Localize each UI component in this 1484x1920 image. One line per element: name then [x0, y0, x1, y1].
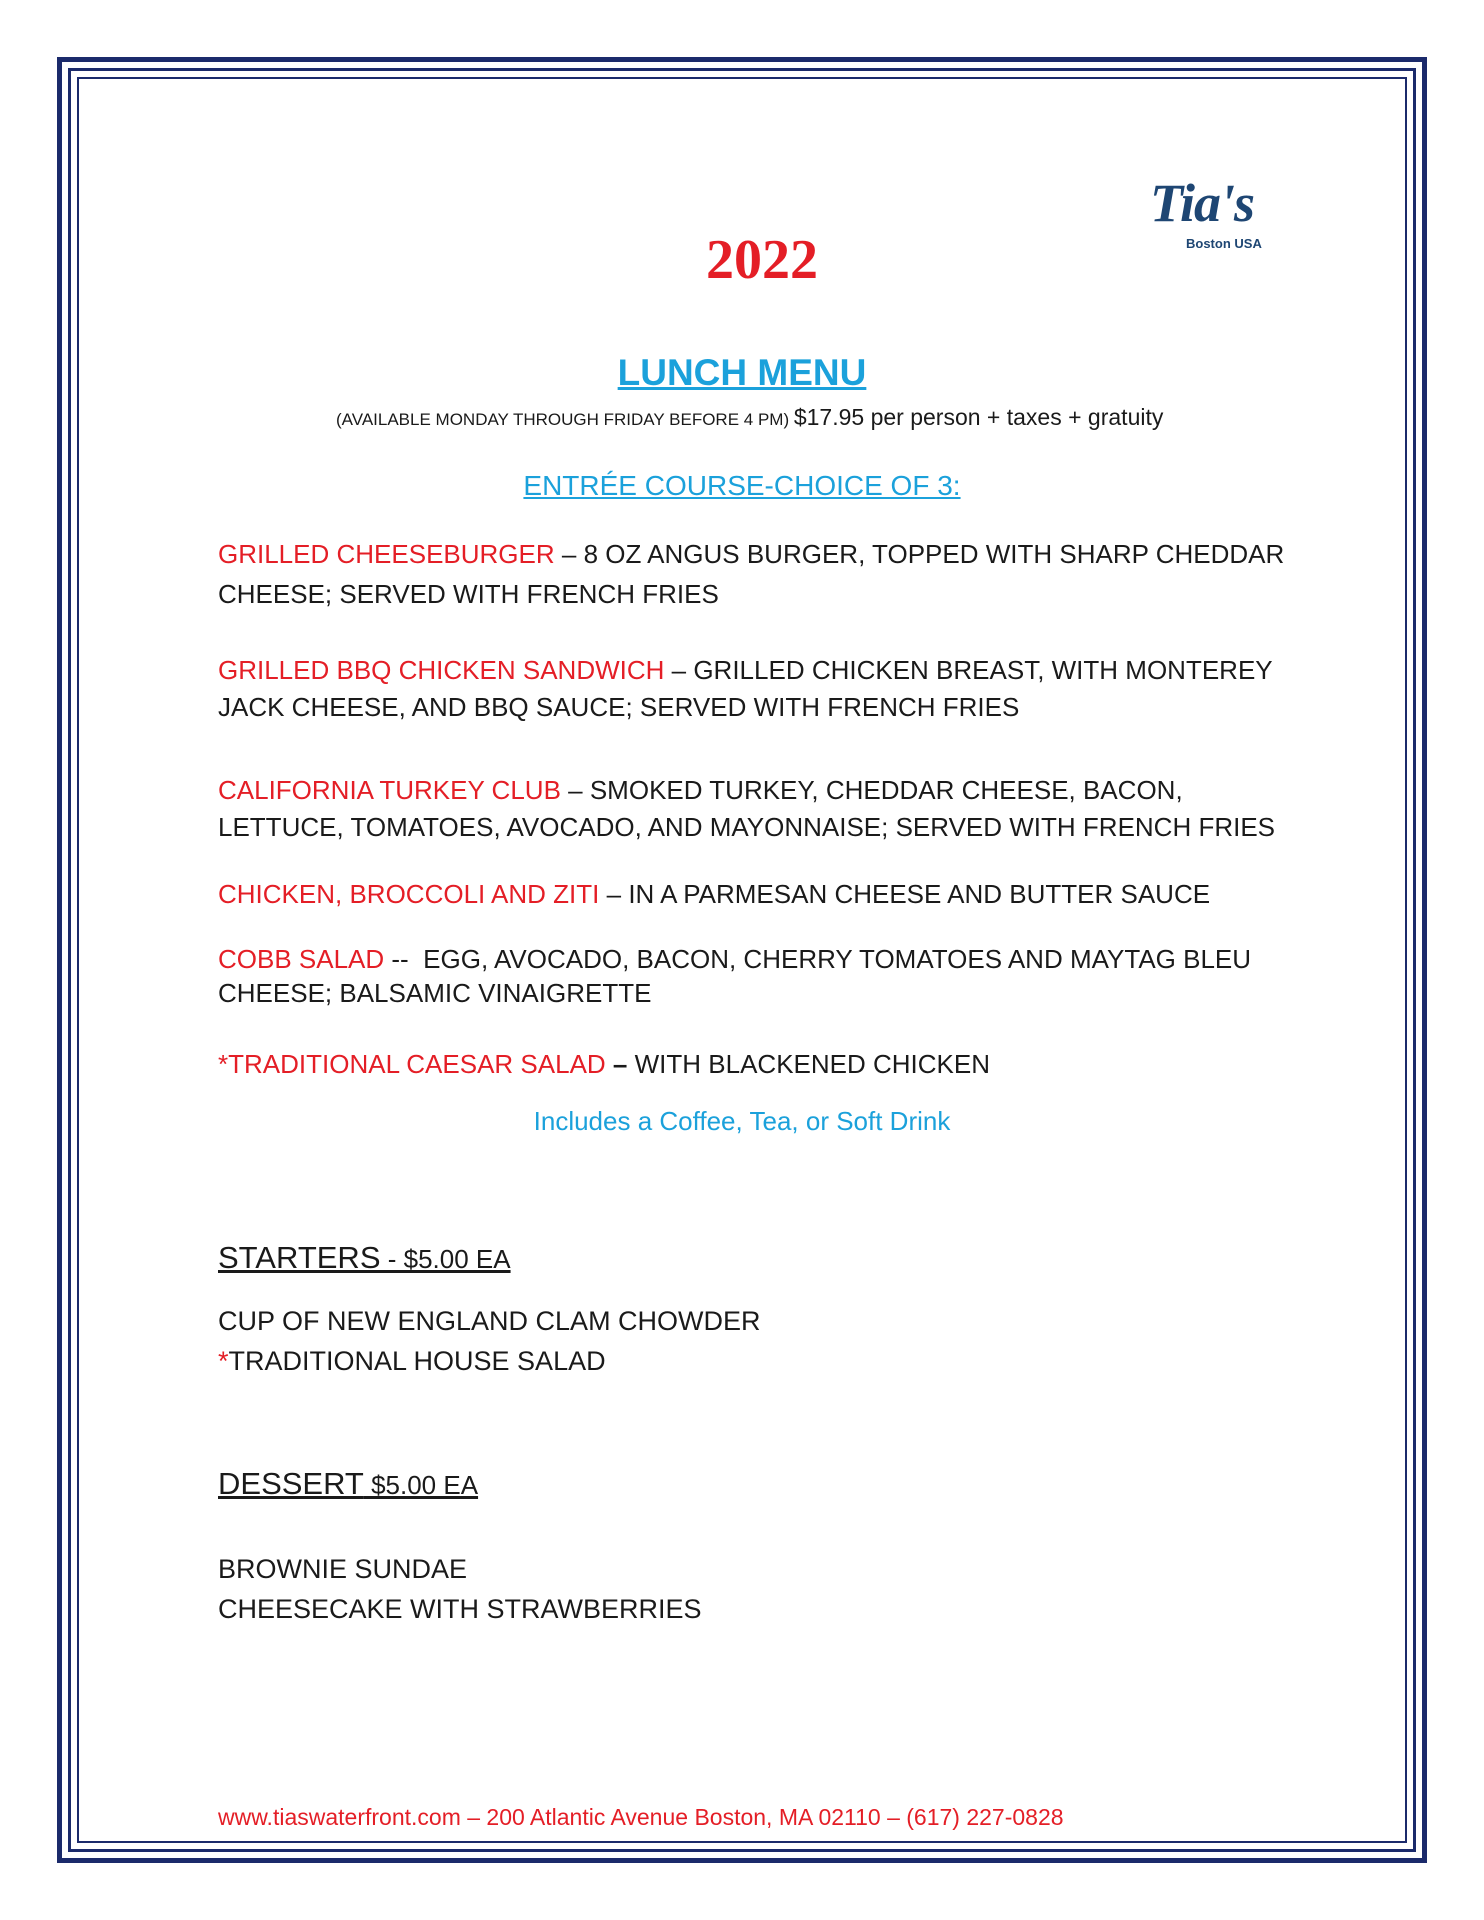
entree-item: [218, 772, 1298, 846]
entree-separator: –: [560, 775, 590, 805]
starter-star: *: [218, 1346, 229, 1376]
entree-separator: --: [384, 944, 424, 974]
entree-description: WITH BLACKENED CHICKEN: [634, 1049, 991, 1079]
entree-separator: –: [605, 1049, 635, 1079]
lunch-price: $17.95 per person + taxes + gratuity: [793, 404, 1164, 430]
entree-name: COBB SALAD: [218, 944, 385, 974]
footer-contact: www.tiaswaterfront.com – 200 Atlantic Avenue Boston, MA 02110 – (617) 227-0828: [218, 1804, 1064, 1830]
starter-item: [218, 1346, 606, 1377]
entree-separator: –: [599, 879, 629, 909]
entree-description: EGG, AVOCADO, BACON, CHERRY TOMATOES AND MAYTAG BLEU CHEESE; BALSAMIC VINAIGRETTE: [218, 944, 1252, 1008]
entree-name: CALIFORNIA TURKEY CLUB: [218, 775, 561, 805]
menu-year: 2022: [706, 229, 818, 291]
starter-item: [218, 1306, 761, 1337]
availability-line: [336, 404, 1163, 431]
includes-note: Includes a Coffee, Tea, or Soft Drink: [533, 1106, 951, 1136]
entree-item: [218, 876, 1298, 913]
starter-text: TRADITIONAL HOUSE SALAD: [228, 1346, 606, 1376]
entree-description: SMOKED TURKEY, CHEDDAR CHEESE, BACON, LETTUCE, TOMATOES, AVOCADO, AND MAYONNAISE; SERVED WITH FRENCH FRIES: [218, 775, 1276, 842]
menu-title: LUNCH MENU: [617, 352, 867, 393]
entree-heading: ENTRÉE COURSE-CHOICE OF 3:: [523, 470, 961, 501]
logo-subtitle: Boston USA: [1186, 236, 1262, 251]
dessert-title: DESSERT: [218, 1466, 364, 1501]
entree-name: GRILLED BBQ CHICKEN SANDWICH: [218, 655, 665, 685]
entree-separator: –: [554, 539, 584, 569]
dessert-item: BROWNIE SUNDAE: [218, 1554, 468, 1584]
entree-item: [218, 1046, 1298, 1083]
starters-heading: [218, 1240, 511, 1276]
entree-item: [218, 942, 1298, 1010]
availability-text: (AVAILABLE MONDAY THROUGH FRIDAY BEFORE 4 PM): [336, 410, 790, 429]
dessert-price: $5.00 EA: [363, 1470, 479, 1500]
entree-item: [218, 652, 1298, 726]
entree-separator: –: [664, 655, 694, 685]
dessert-item: CHEESECAKE WITH STRAWBERRIES: [218, 1594, 702, 1624]
starter-text: CUP OF NEW ENGLAND CLAM CHOWDER: [218, 1306, 761, 1336]
dessert-heading: [218, 1466, 478, 1502]
entree-item: [218, 534, 1298, 614]
entree-description: 8 OZ ANGUS BURGER, TOPPED WITH SHARP CHEDDAR CHEESE; SERVED WITH FRENCH FRIES: [218, 539, 1285, 609]
entree-name: GRILLED CHEESEBURGER: [218, 539, 555, 569]
entree-name: *TRADITIONAL CAESAR SALAD: [218, 1049, 606, 1079]
starters-title: STARTERS: [218, 1240, 381, 1275]
logo-script: Tia's: [1150, 173, 1255, 233]
starters-price: - $5.00 EA: [380, 1244, 511, 1274]
entree-description: GRILLED CHICKEN BREAST, WITH MONTEREY JACK CHEESE, AND BBQ SAUCE; SERVED WITH FRENCH FRIES: [218, 655, 1273, 722]
entree-name: CHICKEN, BROCCOLI AND ZITI: [218, 879, 600, 909]
entree-description: IN A PARMESAN CHEESE AND BUTTER SAUCE: [628, 879, 1211, 909]
